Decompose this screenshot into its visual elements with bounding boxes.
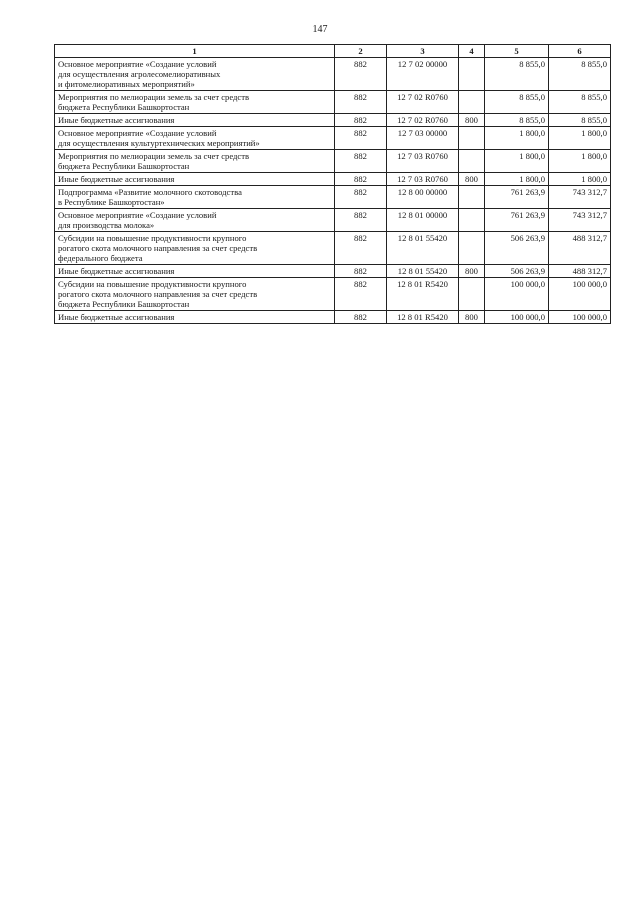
target-article-code: 12 8 01 00000 xyxy=(387,209,459,232)
amount-year-2: 100 000,0 xyxy=(549,278,611,311)
row-name: Основное мероприятие «Создание условий для производства молока» xyxy=(55,209,335,232)
expense-type-code xyxy=(459,209,485,232)
column-header-6: 6 xyxy=(549,45,611,58)
budget-table xyxy=(54,44,611,324)
column-header-3: 3 xyxy=(387,45,459,58)
row-name: Субсидии на повышение продуктивности крупного рогатого скота молочного направления за счет средств бюджета Республики Башкортостан xyxy=(55,278,335,311)
table-row xyxy=(55,91,611,114)
target-article-code: 12 8 01 55420 xyxy=(387,265,459,278)
expense-type-code xyxy=(459,232,485,265)
ministry-code: 882 xyxy=(335,114,387,127)
ministry-code: 882 xyxy=(335,311,387,324)
ministry-code: 882 xyxy=(335,209,387,232)
column-header-4: 4 xyxy=(459,45,485,58)
target-article-code: 12 8 01 R5420 xyxy=(387,278,459,311)
table-row xyxy=(55,209,611,232)
table-row xyxy=(55,150,611,173)
expense-type-code: 800 xyxy=(459,311,485,324)
target-article-code: 12 7 02 00000 xyxy=(387,58,459,91)
amount-year-2: 1 800,0 xyxy=(549,150,611,173)
amount-year-1: 761 263,9 xyxy=(485,186,549,209)
table-row xyxy=(55,232,611,265)
ministry-code: 882 xyxy=(335,232,387,265)
row-name: Субсидии на повышение продуктивности крупного рогатого скота молочного направления за счет средств федерального бюджета xyxy=(55,232,335,265)
ministry-code: 882 xyxy=(335,150,387,173)
amount-year-2: 1 800,0 xyxy=(549,127,611,150)
expense-type-code xyxy=(459,186,485,209)
amount-year-1: 8 855,0 xyxy=(485,91,549,114)
table-row xyxy=(55,311,611,324)
page-number: 147 xyxy=(312,24,328,35)
expense-type-code: 800 xyxy=(459,265,485,278)
amount-year-1: 100 000,0 xyxy=(485,311,549,324)
row-name: Иные бюджетные ассигнования xyxy=(55,173,335,186)
ministry-code: 882 xyxy=(335,278,387,311)
target-article-code: 12 7 02 R0760 xyxy=(387,91,459,114)
ministry-code: 882 xyxy=(335,58,387,91)
expense-type-code xyxy=(459,278,485,311)
amount-year-2: 488 312,7 xyxy=(549,232,611,265)
table-row xyxy=(55,127,611,150)
row-name: Иные бюджетные ассигнования xyxy=(55,265,335,278)
row-name: Иные бюджетные ассигнования xyxy=(55,114,335,127)
amount-year-1: 8 855,0 xyxy=(485,58,549,91)
row-name: Иные бюджетные ассигнования xyxy=(55,311,335,324)
ministry-code: 882 xyxy=(335,265,387,278)
amount-year-2: 8 855,0 xyxy=(549,91,611,114)
column-header-1: 1 xyxy=(55,45,335,58)
row-name: Подпрограмма «Развитие молочного скотоводства в Республике Башкортостан» xyxy=(55,186,335,209)
amount-year-2: 8 855,0 xyxy=(549,114,611,127)
amount-year-1: 1 800,0 xyxy=(485,173,549,186)
target-article-code: 12 7 03 00000 xyxy=(387,127,459,150)
amount-year-2: 743 312,7 xyxy=(549,186,611,209)
target-article-code: 12 8 00 00000 xyxy=(387,186,459,209)
table-row xyxy=(55,114,611,127)
target-article-code: 12 8 01 R5420 xyxy=(387,311,459,324)
amount-year-2: 743 312,7 xyxy=(549,209,611,232)
amount-year-2: 488 312,7 xyxy=(549,265,611,278)
table-row xyxy=(55,58,611,91)
amount-year-1: 100 000,0 xyxy=(485,278,549,311)
amount-year-1: 761 263,9 xyxy=(485,209,549,232)
row-name: Основное мероприятие «Создание условий для осуществления культуртехнических мероприятий» xyxy=(55,127,335,150)
expense-type-code xyxy=(459,127,485,150)
ministry-code: 882 xyxy=(335,186,387,209)
amount-year-2: 1 800,0 xyxy=(549,173,611,186)
ministry-code: 882 xyxy=(335,173,387,186)
row-name: Мероприятия по мелиорации земель за счет средств бюджета Республики Башкортостан xyxy=(55,150,335,173)
amount-year-1: 506 263,9 xyxy=(485,232,549,265)
table-row xyxy=(55,278,611,311)
amount-year-1: 1 800,0 xyxy=(485,150,549,173)
expense-type-code xyxy=(459,91,485,114)
amount-year-2: 8 855,0 xyxy=(549,58,611,91)
table-row xyxy=(55,186,611,209)
table-row xyxy=(55,173,611,186)
column-header-5: 5 xyxy=(485,45,549,58)
amount-year-2: 100 000,0 xyxy=(549,311,611,324)
row-name: Основное мероприятие «Создание условий для осуществления агролесомелиоративных и фитомелиоративных мероприятий» xyxy=(55,58,335,91)
target-article-code: 12 7 02 R0760 xyxy=(387,114,459,127)
amount-year-1: 8 855,0 xyxy=(485,114,549,127)
amount-year-1: 506 263,9 xyxy=(485,265,549,278)
row-name: Мероприятия по мелиорации земель за счет средств бюджета Республики Башкортостан xyxy=(55,91,335,114)
expense-type-code: 800 xyxy=(459,173,485,186)
target-article-code: 12 7 03 R0760 xyxy=(387,150,459,173)
expense-type-code xyxy=(459,150,485,173)
expense-type-code: 800 xyxy=(459,114,485,127)
amount-year-1: 1 800,0 xyxy=(485,127,549,150)
target-article-code: 12 7 03 R0760 xyxy=(387,173,459,186)
expense-type-code xyxy=(459,58,485,91)
table-header-row xyxy=(55,45,611,58)
column-header-2: 2 xyxy=(335,45,387,58)
target-article-code: 12 8 01 55420 xyxy=(387,232,459,265)
table-row xyxy=(55,265,611,278)
ministry-code: 882 xyxy=(335,91,387,114)
ministry-code: 882 xyxy=(335,127,387,150)
